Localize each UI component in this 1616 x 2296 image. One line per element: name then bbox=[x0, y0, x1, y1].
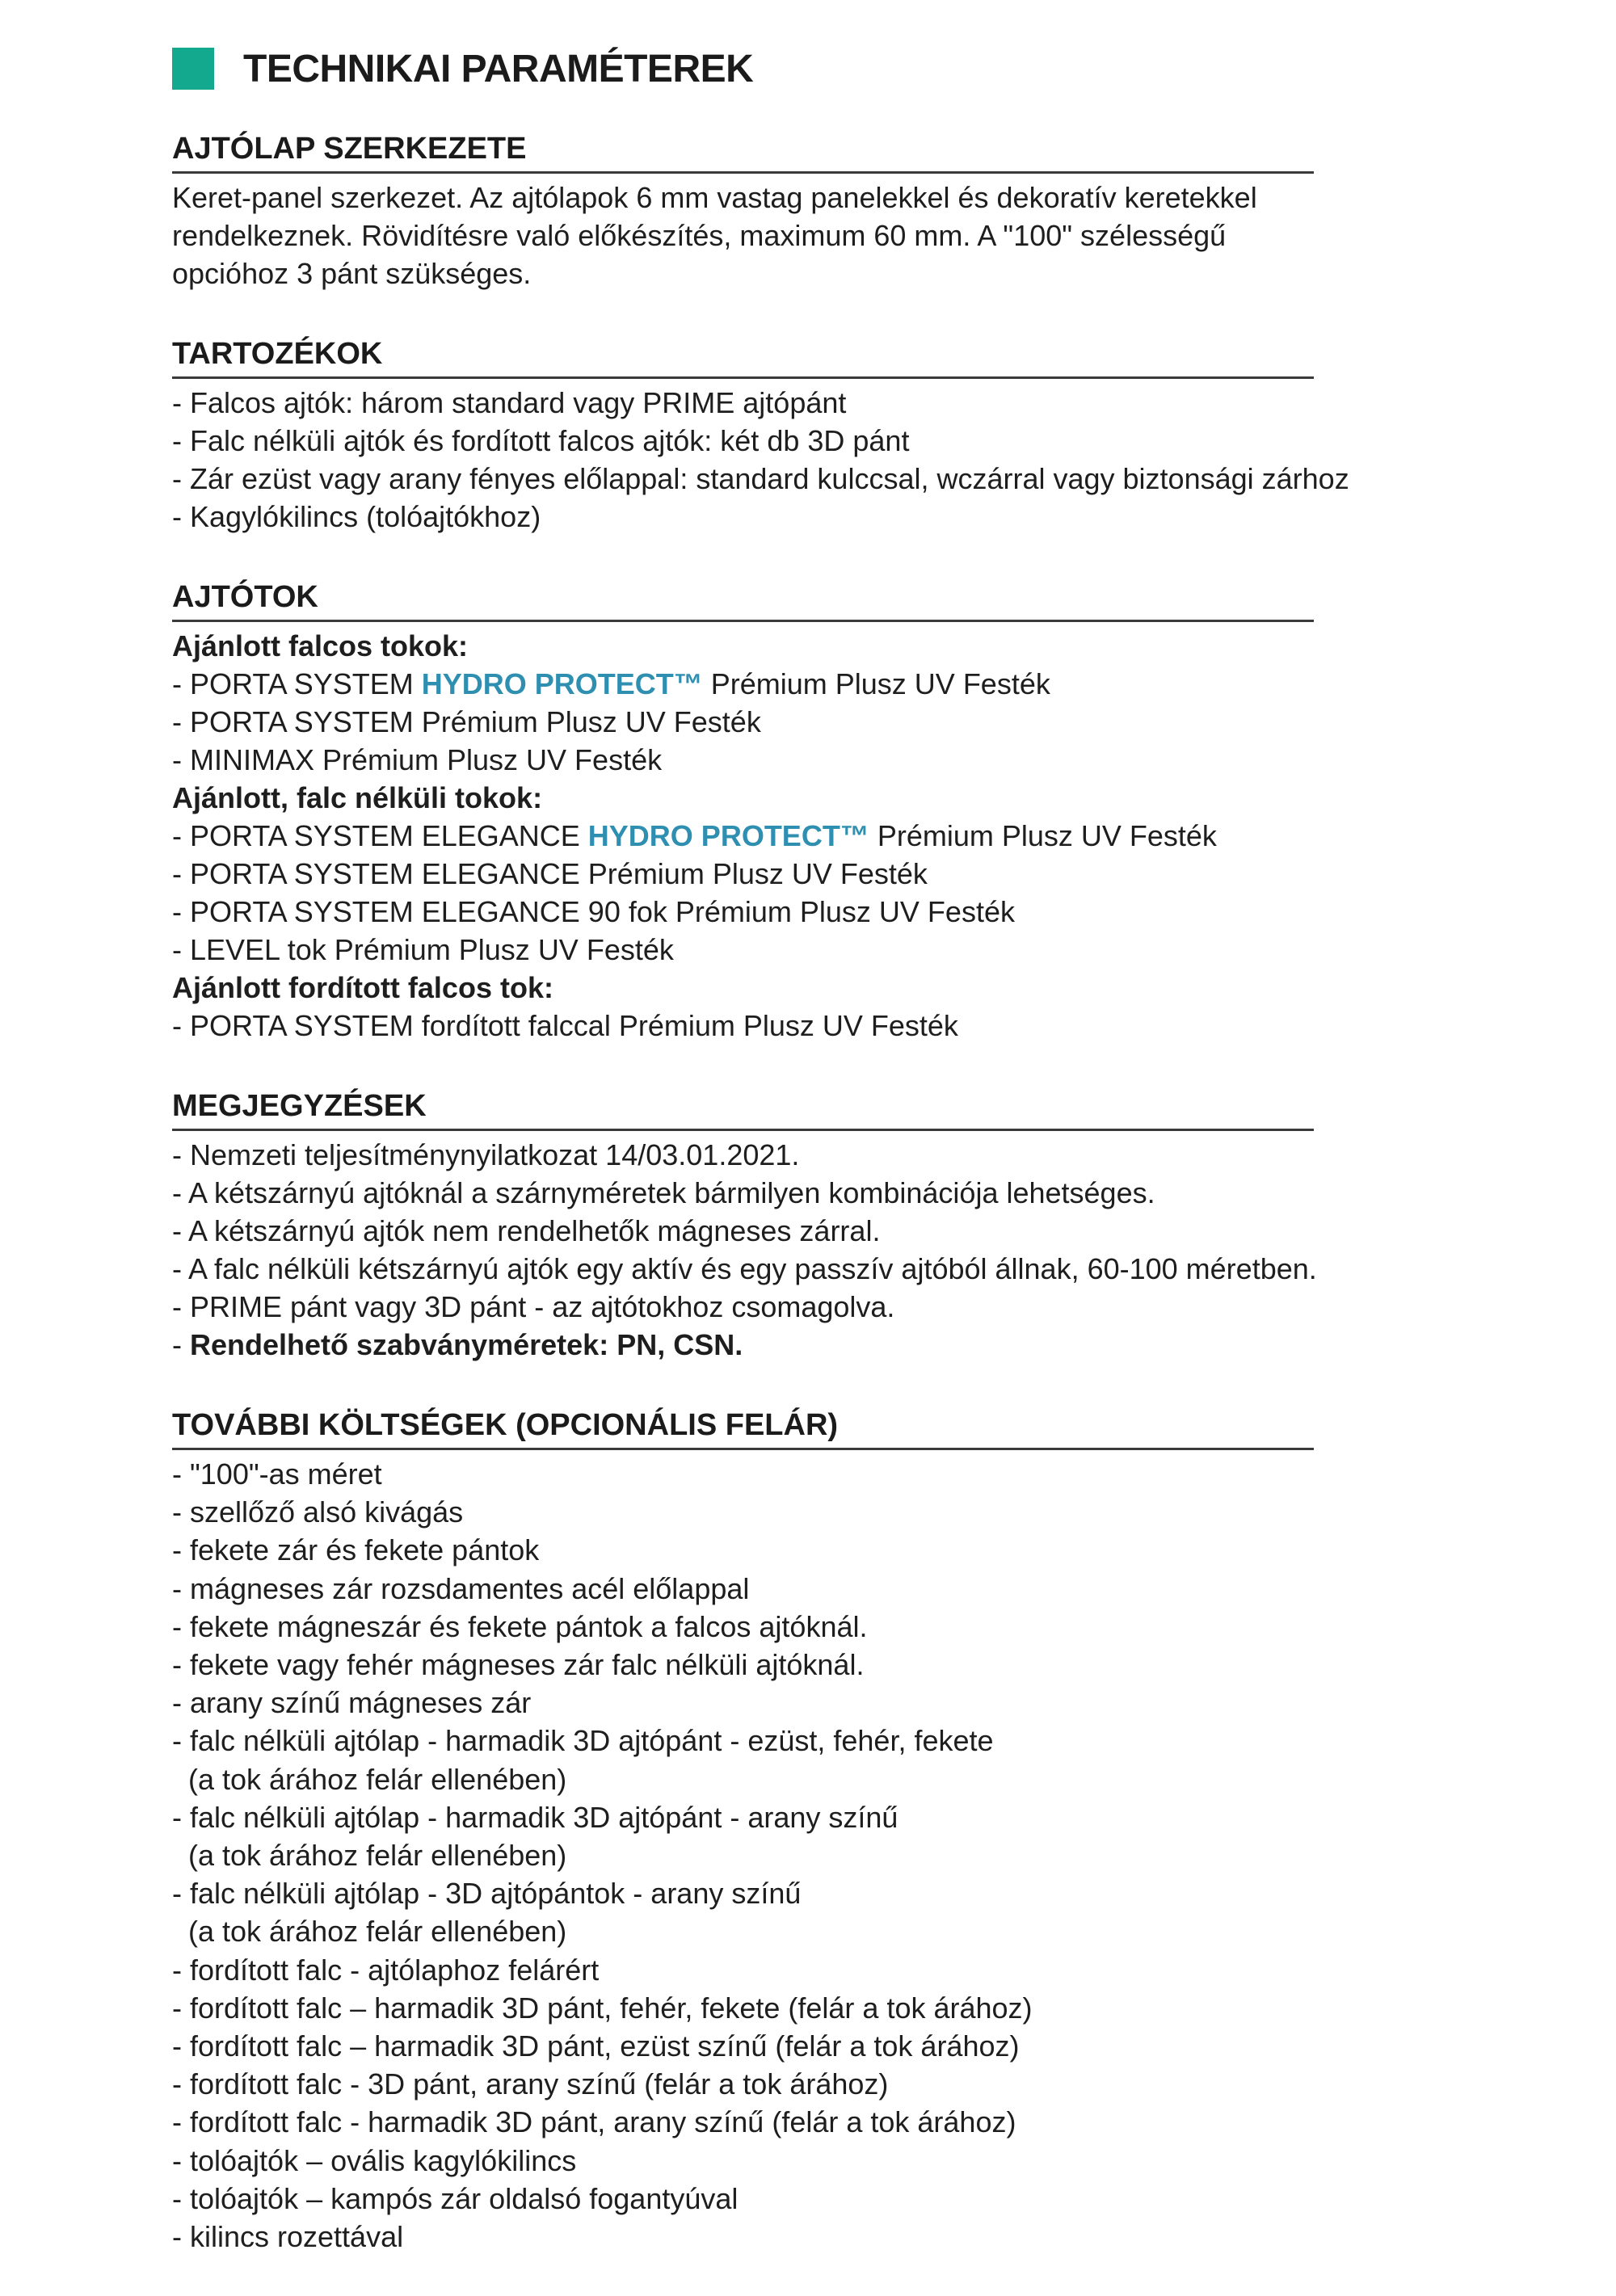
section-extra-costs bbox=[172, 1404, 1314, 2256]
list-item: - szellőző alsó kivágás bbox=[172, 1495, 464, 1529]
list-item: - fordított falc – harmadik 3D pánt, fehér, fekete (felár a tok árához) bbox=[172, 1991, 1033, 2025]
list-item: - mágneses zár rozsdamentes acél előlappal bbox=[172, 1571, 750, 1605]
list-item: - A kétszárnyú ajtóknál a szárnyméretek bármilyen kombinációja lehetséges. bbox=[172, 1176, 1155, 1209]
list-item: - falc nélküli ajtólap - harmadik 3D ajtópánt - ezüst, fehér, fekete bbox=[172, 1724, 994, 1758]
list-item: - falc nélküli ajtólap - harmadik 3D ajtópánt - arany színű bbox=[172, 1800, 898, 1834]
list-item: - PRIME pánt vagy 3D pánt - az ajtótokhoz csomagolva. bbox=[172, 1290, 895, 1323]
extra-list bbox=[172, 1455, 1314, 2256]
content bbox=[172, 128, 1349, 2296]
doors-group1-heading: Ajánlott falcos tokok: bbox=[172, 629, 469, 662]
hydro-protect-label: HYDRO PROTECT™ bbox=[587, 819, 869, 852]
notes-list bbox=[172, 1136, 1317, 1364]
doors-list bbox=[172, 627, 1314, 1045]
structure-text: Keret-panel szerkezet. Az ajtólapok 6 mm vastag panelekkel és dekoratív keretekkel rendelkeznek. Rövidítésre való előkészítés, maximum 60 mm. A "100" szélességű opcióhoz 3 pánt szükséges. bbox=[172, 181, 1257, 290]
list-item: - fekete mágneszár és fekete pántok a falcos ajtóknál. bbox=[172, 1609, 868, 1643]
section-title-accessories: TARTOZÉKOK bbox=[172, 333, 1314, 379]
section-title-doors: AJTÓTOK bbox=[172, 576, 1314, 622]
list-item: - fordított falc – harmadik 3D pánt, ezüst színű (felár a tok árához) bbox=[172, 2029, 1020, 2063]
list-item: - fordított falc - ajtólaphoz felárért bbox=[172, 1953, 600, 1987]
list-item: - arany színű mágneses zár bbox=[172, 1686, 532, 1720]
list-item: - Nemzeti teljesítménynyilatkozat 14/03.01.2021. bbox=[172, 1138, 800, 1171]
section-notes bbox=[172, 1085, 1317, 1364]
list-item: - PORTA SYSTEM ELEGANCE Prémium Plusz UV Festék bbox=[172, 857, 928, 890]
list-item: - PORTA SYSTEM ELEGANCE 90 fok Prémium Plusz UV Festék bbox=[172, 895, 1015, 928]
section-title-notes: MEGJEGYZÉSEK bbox=[172, 1085, 1314, 1131]
list-item: - fekete zár és fekete pántok bbox=[172, 1533, 540, 1567]
doors-group3-heading: Ajánlott fordított falcos tok: bbox=[172, 971, 553, 1004]
standard-sizes-note: Rendelhető szabványméretek: PN, CSN. bbox=[190, 1328, 743, 1361]
accent-square-icon bbox=[172, 48, 214, 90]
list-item: - "100"-as méret bbox=[172, 1457, 382, 1491]
list-item: - Falc nélküli ajtók és fordított falcos ajtók: két db 3D pánt bbox=[172, 424, 910, 457]
list-item: - Falcos ajtók: három standard vagy PRIME ajtópánt bbox=[172, 386, 847, 419]
list-item: - fekete vagy fehér mágneses zár falc nélküli ajtóknál. bbox=[172, 1648, 865, 1682]
list-item-continuation: (a tok árához felár ellenében) bbox=[188, 1839, 567, 1873]
list-item: - PORTA SYSTEM HYDRO PROTECT™ Prémium Plusz UV Festék bbox=[172, 667, 1050, 700]
list-item: - fordított falc - harmadik 3D pánt, arany színű (felár a tok árához) bbox=[172, 2105, 1016, 2139]
section-accessories bbox=[172, 333, 1349, 536]
list-item: - PORTA SYSTEM Prémium Plusz UV Festék bbox=[172, 705, 761, 738]
list-item: - tolóajtók – kampós zár oldalsó fogantyúval bbox=[172, 2181, 739, 2215]
section-structure bbox=[172, 128, 1314, 292]
doors-group2-heading: Ajánlott, falc nélküli tokok: bbox=[172, 781, 543, 814]
list-item: - LEVEL tok Prémium Plusz UV Festék bbox=[172, 933, 674, 966]
list-item: - falc nélküli ajtólap - 3D ajtópántok - arany színű bbox=[172, 1877, 802, 1911]
list-item: - Rendelhető szabványméretek: PN, CSN. bbox=[172, 1328, 743, 1361]
list-item: - fordított falc - 3D pánt, arany színű (felár a tok árához) bbox=[172, 2067, 889, 2101]
hydro-protect-label: HYDRO PROTECT™ bbox=[421, 667, 703, 700]
section-title-extra: TOVÁBBI KÖLTSÉGEK (OPCIONÁLIS FELÁR) bbox=[172, 1404, 1314, 1450]
list-item: - Kagylókilincs (tolóajtókhoz) bbox=[172, 500, 541, 533]
list-item-continuation: (a tok árához felár ellenében) bbox=[188, 1915, 567, 1949]
list-item: - tolóajtók – ovális kagylókilincs bbox=[172, 2143, 577, 2177]
accessories-list bbox=[172, 384, 1349, 536]
page-header bbox=[172, 44, 753, 93]
section-doors bbox=[172, 576, 1314, 1045]
list-item: - PORTA SYSTEM fordított falccal Prémium Plusz UV Festék bbox=[172, 1009, 958, 1042]
list-item: - MINIMAX Prémium Plusz UV Festék bbox=[172, 743, 663, 776]
list-item: - A falc nélküli kétszárnyú ajtók egy aktív és egy passzív ajtóból állnak, 60-100 méretben. bbox=[172, 1252, 1317, 1285]
section-title-structure: AJTÓLAP SZERKEZETE bbox=[172, 128, 1314, 174]
list-item: - PORTA SYSTEM ELEGANCE HYDRO PROTECT™ Prémium Plusz UV Festék bbox=[172, 819, 1217, 852]
list-item: - A kétszárnyú ajtók nem rendelhetők mágneses zárral. bbox=[172, 1214, 881, 1247]
list-item: - Zár ezüst vagy arany fényes előlappal: standard kulccsal, wczárral vagy biztonsági zárhoz bbox=[172, 462, 1349, 495]
list-item-continuation: (a tok árához felár ellenében) bbox=[188, 1762, 567, 1796]
page-title: TECHNIKAI PARAMÉTEREK bbox=[243, 47, 754, 90]
list-item: - kilincs rozettával bbox=[172, 2220, 404, 2254]
